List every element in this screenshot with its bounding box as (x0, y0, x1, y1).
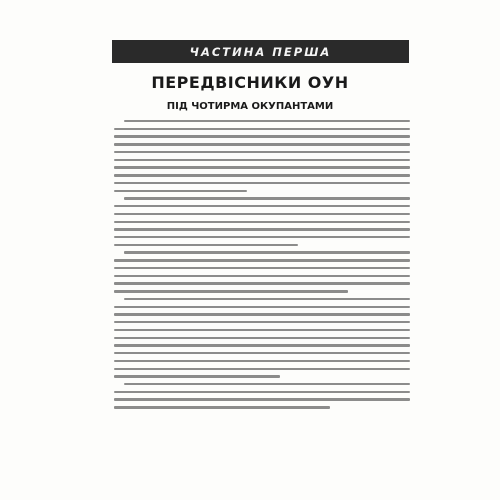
body-text (114, 120, 410, 414)
text-line (114, 151, 410, 153)
text-line (114, 344, 410, 346)
text-line (114, 391, 410, 393)
text-line (124, 298, 410, 300)
text-line (114, 267, 410, 269)
text-line (114, 259, 410, 261)
text-line (114, 329, 410, 331)
text-line (114, 159, 410, 161)
text-line (114, 375, 280, 377)
text-line (114, 306, 410, 308)
section-title: ПІД ЧОТИРМА ОКУПАНТАМИ (166, 101, 334, 112)
text-line (114, 275, 410, 277)
text-line (114, 290, 348, 292)
part-banner (112, 40, 409, 63)
text-line (114, 321, 410, 323)
text-line (114, 244, 298, 246)
text-line (114, 190, 247, 192)
text-line (114, 368, 410, 370)
text-line (114, 166, 410, 168)
text-line (114, 360, 410, 362)
text-line (114, 182, 410, 184)
text-line (114, 128, 410, 130)
chapter-title: ПЕРЕДВІСНИКИ ОУН (151, 73, 349, 92)
text-line (114, 228, 410, 230)
text-line (114, 313, 410, 315)
text-line (114, 135, 410, 137)
text-line (114, 406, 330, 408)
text-line (114, 174, 410, 176)
part-label: ЧАСТИНА ПЕРША (189, 44, 332, 59)
text-line (114, 337, 410, 339)
text-line (114, 398, 410, 400)
text-line (124, 383, 410, 385)
text-line (114, 352, 410, 354)
text-line (114, 221, 410, 223)
text-line (124, 120, 410, 122)
text-line (114, 236, 410, 238)
text-line (124, 197, 410, 199)
text-line (114, 213, 410, 215)
text-line (114, 143, 410, 145)
text-line (114, 205, 410, 207)
text-line (124, 251, 410, 253)
text-line (114, 282, 410, 284)
